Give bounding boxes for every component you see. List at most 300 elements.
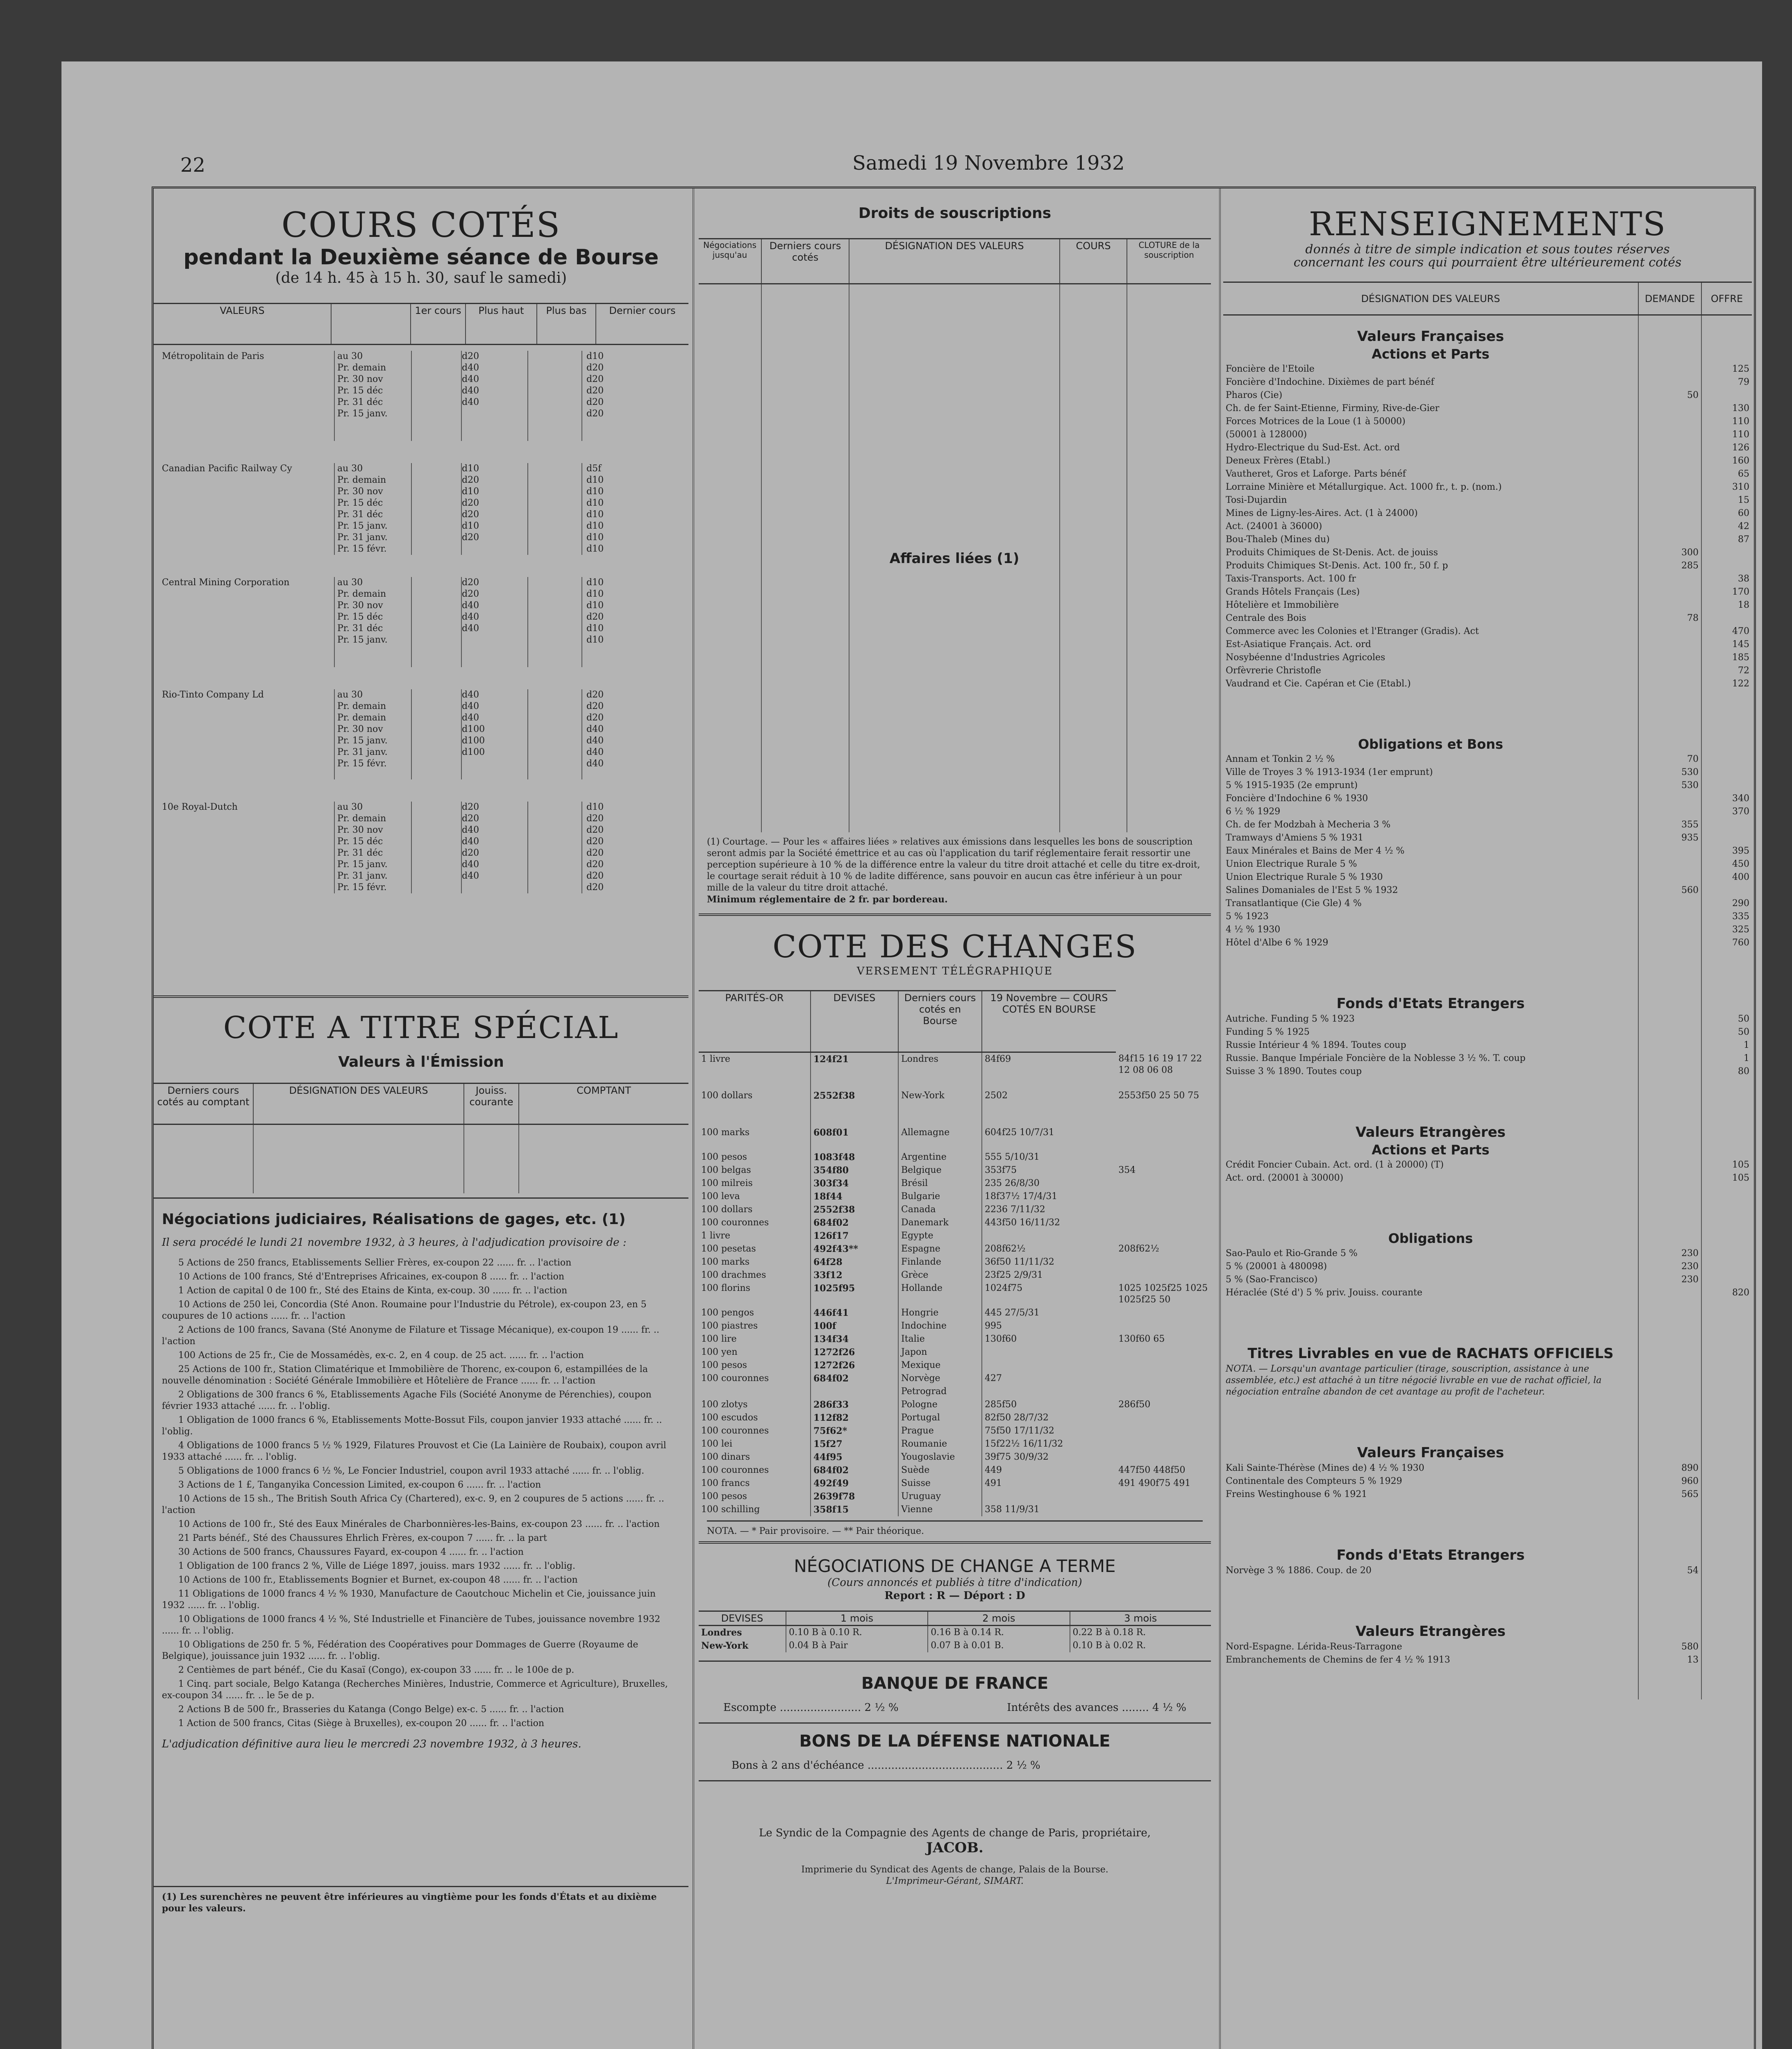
change-cell xyxy=(1116,1229,1211,1243)
rens-cell: Nosybéenne d'Industries Agricoles xyxy=(1223,651,1638,664)
change-cell: 1272f26 xyxy=(811,1346,898,1359)
change-cell: 100 couronnes xyxy=(699,1216,811,1229)
rens-cell: Forces Motrices de la Loue (1 à 50000) xyxy=(1223,415,1638,428)
dernier: d5f xyxy=(586,463,602,474)
terme-cell: 0.16 B à 0.14 R. xyxy=(928,1625,1070,1639)
negociation-item: 10 Actions de 250 lei, Concordia (Sté Anon. Roumaine pour l'Industrie du Pétrole), ex-coupon 23, en 5 coupures de 10 actions ...... fr. .. l'action xyxy=(162,1299,647,1321)
change-cell: 100 francs xyxy=(699,1477,811,1490)
change-cell: 684f02 xyxy=(811,1372,898,1385)
rens-cell: Transatlantique (Cie Gle) 4 % xyxy=(1223,897,1638,910)
rens-cell: 760 xyxy=(1732,937,1749,948)
rens-cell xyxy=(1701,389,1752,402)
rens-cell: 60 xyxy=(1738,508,1749,518)
rens-cell: Kali Sainte-Thérèse (Mines de) 4 ½ % 1930 xyxy=(1223,1462,1638,1475)
premier-cours xyxy=(412,802,462,893)
dernier: d20 xyxy=(586,813,604,824)
negociation-item: 1 Action de capital 0 de 100 fr., Sté des Etains de Kinta, ex-coup. 30 ...... fr. .. l'action xyxy=(178,1286,568,1296)
section-sub-row xyxy=(1223,1230,1752,1247)
plus-haut: d10 xyxy=(462,486,479,497)
change-cell: Mexique xyxy=(898,1359,982,1372)
valeur-name: Métropolitain de Paris xyxy=(154,351,335,441)
change-cell: 492f49 xyxy=(811,1477,898,1490)
change-cell xyxy=(982,1490,1116,1503)
term: Pr. demain xyxy=(337,813,386,824)
change-cell: 130f60 65 xyxy=(1118,1333,1165,1344)
term: Pr. 15 janv. xyxy=(337,859,388,870)
rens-cell: Ville de Troyes 3 % 1913-1934 (1er emprunt) xyxy=(1223,766,1638,779)
change-row xyxy=(699,1438,1211,1451)
banque-title: BANQUE DE FRANCE xyxy=(861,1674,1049,1693)
plus-bas xyxy=(528,351,582,441)
rens-cell: 110 xyxy=(1732,429,1749,440)
valeur-name: Rio-Tinto Company Ld xyxy=(154,689,335,779)
change-cell: 303f34 xyxy=(811,1177,898,1190)
spacer xyxy=(1701,995,1752,1013)
affaires-liees: Affaires liées (1) xyxy=(889,550,1020,567)
section-heading: Valeurs Etrangères xyxy=(1223,1622,1638,1640)
cours-group xyxy=(154,457,688,571)
terme-cell: 0.22 B à 0.18 R. xyxy=(1072,1627,1146,1638)
rens-cell: Vautheret, Gros et Laforge. Parts bénéf xyxy=(1223,468,1638,481)
negociation-item: 5 Actions de 250 francs, Etablissements Sellier Frères, ex-coupon 22 ...... fr. .. l'action xyxy=(178,1258,572,1268)
spacer xyxy=(1701,1363,1752,1399)
section-heading-row xyxy=(1223,327,1752,345)
change-cell: 100 marks xyxy=(699,1126,811,1151)
rens-row xyxy=(1223,507,1752,520)
change-cell: Finlande xyxy=(898,1256,982,1269)
negociation-item: 5 Obligations de 1000 francs 6 ½ %, Le Foncier Industriel, coupon avril 1933 attaché ...... fr. .. l'oblig. xyxy=(178,1466,645,1476)
dernier-list xyxy=(582,577,688,667)
rens-cell: Tramways d'Amiens 5 % 1931 xyxy=(1223,831,1638,845)
change-row xyxy=(699,1151,1211,1164)
rens-row xyxy=(1223,559,1752,572)
rens-row xyxy=(1223,454,1752,468)
bons-title: BONS DE LA DÉFENSE NATIONALE xyxy=(799,1731,1111,1751)
rens-cell: 80 xyxy=(1738,1066,1749,1077)
change-cell: Petrograd xyxy=(898,1385,982,1398)
cours-table xyxy=(154,303,688,991)
rens-cell xyxy=(1638,468,1701,481)
rens-cell: Annam et Tonkin 2 ½ % xyxy=(1223,753,1638,766)
rens-cell: Hôtelière et Immobilière xyxy=(1223,599,1638,612)
term: Pr. 31 déc xyxy=(337,397,383,407)
dernier: d10 xyxy=(586,486,604,497)
cours-title: COURS COTÉS xyxy=(281,205,561,245)
section-gap xyxy=(1223,1185,1752,1230)
term: Pr. demain xyxy=(337,363,386,373)
rens-col-designation: DÉSIGNATION DES VALEURS xyxy=(1223,282,1638,315)
rens-cell: Russie. Banque Impériale Foncière de la Noblesse 3 ½ %. T. coup xyxy=(1223,1052,1638,1065)
rens-cell: Salines Domaniales de l'Est 5 % 1932 xyxy=(1223,884,1638,897)
rens-row xyxy=(1223,1286,1752,1299)
rens-cell: Ch. de fer Saint-Etienne, Firminy, Rive-de-Gier xyxy=(1223,402,1638,415)
rens-cell: 935 xyxy=(1638,831,1701,845)
banque-interets: Intérêts des avances ........ 4 ½ % xyxy=(1007,1701,1186,1714)
rens-cell xyxy=(1638,376,1701,389)
dernier: d20 xyxy=(586,612,604,622)
change-cell: 2553f50 25 50 75 xyxy=(1118,1090,1199,1101)
change-cell: Allemagne xyxy=(898,1126,982,1151)
section-subheading: Actions et Parts xyxy=(1223,1141,1638,1159)
term: Pr. 15 janv. xyxy=(337,521,388,531)
spacer xyxy=(1701,1444,1752,1462)
rens-cell: 400 xyxy=(1732,872,1749,882)
changes-col-parites: PARITÉS-OR xyxy=(699,991,811,1052)
change-row xyxy=(699,1177,1211,1190)
change-cell: 358 11/9/31 xyxy=(985,1504,1040,1515)
change-cell: 1024f75 xyxy=(985,1283,1023,1293)
plus-haut: d20 xyxy=(462,802,479,812)
spacer xyxy=(1638,736,1701,753)
rens-row xyxy=(1223,599,1752,612)
change-row xyxy=(699,1464,1211,1477)
terme-table xyxy=(699,1611,1211,1652)
change-row xyxy=(699,1306,1211,1320)
rens-cell: Eaux Minérales et Bains de Mer 4 ½ % xyxy=(1223,845,1638,858)
change-cell: Belgique xyxy=(898,1164,982,1177)
rens-cell xyxy=(1638,441,1701,454)
change-cell: 100 couronnes xyxy=(699,1424,811,1438)
change-cell xyxy=(1116,1256,1211,1269)
rens-cell xyxy=(1701,1488,1752,1501)
dernier: d20 xyxy=(586,713,604,723)
change-cell xyxy=(982,1385,1116,1398)
plus-haut: d40 xyxy=(462,836,479,847)
spacer xyxy=(1701,1123,1752,1141)
rens-row xyxy=(1223,376,1752,389)
rens-cell: Lorraine Minière et Métallurgique. Act. 1000 fr., t. p. (nom.) xyxy=(1223,481,1638,494)
change-cell: 354f80 xyxy=(811,1164,898,1177)
change-row xyxy=(699,1385,1211,1398)
rens-row xyxy=(1223,468,1752,481)
section-heading: Fonds d'Etats Etrangers xyxy=(1223,995,1638,1013)
rens-cell: Produits Chimiques de St-Denis. Act. de jouiss xyxy=(1223,546,1638,559)
rens-cell: 18 xyxy=(1738,600,1749,610)
change-cell xyxy=(1116,1385,1211,1398)
col-plus-haut: Plus haut xyxy=(466,304,537,345)
change-cell: Indochine xyxy=(898,1320,982,1333)
rens-cell: Taxis-Transports. Act. 100 fr xyxy=(1223,572,1638,586)
rens-cell: 310 xyxy=(1732,482,1749,492)
negociation-item: 10 Obligations de 250 fr. 5 %, Fédération des Coopératives pour Dommages de Guerre (Royaume de Belgique), jouissance juin 1932 ...... fr. .. l'oblig. xyxy=(162,1640,638,1661)
section-gap xyxy=(1223,1501,1752,1546)
rens-cell: 230 xyxy=(1638,1247,1701,1260)
plus-haut: d10 xyxy=(462,521,479,531)
rens-row xyxy=(1223,1475,1752,1488)
spacer xyxy=(1701,1546,1752,1564)
rens-cell: Est-Asiatique Français. Act. ord xyxy=(1223,638,1638,651)
rens-cell: Centrale des Bois xyxy=(1223,612,1638,625)
change-cell: 100 schilling xyxy=(699,1503,811,1516)
dernier: d20 xyxy=(586,397,604,407)
terme-cell: 0.07 B à 0.01 B. xyxy=(928,1639,1070,1652)
change-cell: Uruguay xyxy=(898,1490,982,1503)
renseignements-table xyxy=(1223,282,1752,1699)
negociation-item: 10 Obligations de 1000 francs 4 ½ %, Sté Industrielle et Financière de Tubes, jouissance novembre 1932 ...... fr. .. l'oblig. xyxy=(162,1614,661,1636)
dernier: d20 xyxy=(586,701,604,711)
negociations-closing: L'adjudication définitive aura lieu le mercredi 23 novembre 1932, à 3 heures. xyxy=(162,1738,581,1750)
change-cell: 286f33 xyxy=(811,1398,898,1411)
col-dernier: Dernier cours xyxy=(596,304,688,345)
change-row xyxy=(699,1216,1211,1229)
rens-cell xyxy=(1638,599,1701,612)
changes-col-cours: 19 Novembre — COURS COTÉS EN BOURSE xyxy=(982,991,1116,1052)
divider xyxy=(699,1722,1211,1724)
dernier: d10 xyxy=(586,498,604,508)
rens-cell xyxy=(1638,651,1701,664)
change-cell xyxy=(1116,1451,1211,1464)
rens-cell: 38 xyxy=(1738,573,1749,584)
premier-cours xyxy=(412,351,462,441)
plus-haut: d20 xyxy=(462,577,479,588)
change-row xyxy=(699,1203,1211,1216)
rens-cell xyxy=(1638,1052,1701,1065)
renseignements-title: RENSEIGNEMENTS xyxy=(1308,205,1667,243)
rens-cell: Freins Westinghouse 6 % 1921 xyxy=(1223,1488,1638,1501)
rens-row xyxy=(1223,1052,1752,1065)
rens-row xyxy=(1223,1488,1752,1501)
change-cell: Egypte xyxy=(898,1229,982,1243)
rens-cell: Act. (24001 à 36000) xyxy=(1223,520,1638,533)
rens-cell: Orfèvrerie Christofle xyxy=(1223,664,1638,677)
change-row xyxy=(699,1372,1211,1385)
rens-cell: Hydro-Electrique du Sud-Est. Act. ord xyxy=(1223,441,1638,454)
spacer xyxy=(1638,327,1701,345)
change-cell xyxy=(982,1346,1116,1359)
rens-cell xyxy=(1701,1247,1752,1260)
term: au 30 xyxy=(337,690,363,700)
rens-row xyxy=(1223,1013,1752,1026)
rens-cell: Foncière de l'Etoile xyxy=(1223,363,1638,376)
term: Pr. 31 janv. xyxy=(337,747,388,757)
negociation-item: 2 Centièmes de part bénéf., Cie du Kasaï (Congo), ex-coupon 33 ...... fr. .. le 100e de p. xyxy=(178,1665,575,1675)
rens-cell: Foncière d'Indochine. Dixièmes de part bénéf xyxy=(1223,376,1638,389)
change-cell: 2552f38 xyxy=(811,1203,898,1216)
rens-cell: 5 % 1915-1935 (2e emprunt) xyxy=(1223,779,1638,792)
col-terme xyxy=(331,304,411,345)
rens-cell xyxy=(1701,766,1752,779)
change-cell: 286f50 xyxy=(1118,1399,1151,1410)
dernier: d20 xyxy=(586,825,604,835)
terme-row xyxy=(699,1625,1211,1639)
change-cell: 491 xyxy=(985,1478,1002,1488)
change-cell: Pologne xyxy=(898,1398,982,1411)
divider xyxy=(699,1780,1211,1781)
rens-cell xyxy=(1638,1039,1701,1052)
rens-row xyxy=(1223,546,1752,559)
droits-title: Droits de souscriptions xyxy=(858,205,1052,222)
rens-row xyxy=(1223,586,1752,599)
cours-subtitle: pendant la Deuxième séance de Bourse xyxy=(183,245,659,270)
rens-cell: 395 xyxy=(1732,845,1749,856)
rens-cell: Act. ord. (20001 à 30000) xyxy=(1223,1172,1638,1185)
change-cell: Prague xyxy=(898,1424,982,1438)
term: Pr. 15 déc xyxy=(337,498,383,508)
term: Pr. 15 janv. xyxy=(337,409,388,419)
rens-row xyxy=(1223,779,1752,792)
rens-cell: 50 xyxy=(1738,1027,1749,1037)
plus-haut: d40 xyxy=(462,612,479,622)
dernier: d20 xyxy=(586,386,604,396)
rens-cell: 5 % (20001 à 480098) xyxy=(1223,1260,1638,1273)
terme-sub1: (Cours annoncés et publiés à titre d'indication) xyxy=(827,1576,1082,1589)
change-cell: 2236 7/11/32 xyxy=(985,1204,1045,1215)
spacer xyxy=(1638,1622,1701,1640)
terme-col-2mois: 2 mois xyxy=(928,1611,1070,1625)
negociation-item: 11 Obligations de 1000 francs 4 ½ % 1930, Manufacture de Caoutchouc Michelin et Cie, jouissance juin 1932 ...... fr. .. l'oblig. xyxy=(162,1589,656,1611)
spacer xyxy=(1701,327,1752,345)
rens-cell: 87 xyxy=(1738,534,1749,545)
rens-cell xyxy=(1701,1462,1752,1475)
rens-cell xyxy=(1638,871,1701,884)
change-cell xyxy=(1116,1490,1211,1503)
rens-cell xyxy=(1638,415,1701,428)
terms-list xyxy=(335,802,412,893)
spacer xyxy=(1638,1546,1701,1564)
change-row xyxy=(699,1477,1211,1490)
rens-cell: Continentale des Compteurs 5 % 1929 xyxy=(1223,1475,1638,1488)
plus-haut: d20 xyxy=(462,813,479,824)
dernier: d10 xyxy=(586,589,604,599)
rens-row xyxy=(1223,612,1752,625)
spacer xyxy=(1638,1141,1701,1159)
plus-haut: d40 xyxy=(462,713,479,723)
plus-bas xyxy=(528,463,582,555)
section-subheading: Obligations et Bons xyxy=(1223,736,1638,753)
rens-cell: 340 xyxy=(1732,793,1749,804)
rens-cell: Foncière d'Indochine 6 % 1930 xyxy=(1223,792,1638,805)
dernier: d20 xyxy=(586,848,604,858)
rens-row xyxy=(1223,625,1752,638)
change-cell: 100 dollars xyxy=(699,1203,811,1216)
rens-cell: 185 xyxy=(1732,652,1749,663)
change-cell: 100 drachmes xyxy=(699,1269,811,1282)
rens-cell xyxy=(1638,936,1701,950)
middle-column xyxy=(699,189,1211,1887)
rens-row xyxy=(1223,441,1752,454)
change-cell: 33f12 xyxy=(811,1269,898,1282)
table-end xyxy=(1223,1667,1752,1699)
rens-row xyxy=(1223,520,1752,533)
rens-cell: Commerce avec les Colonies et l'Etranger (Gradis). Act xyxy=(1223,625,1638,638)
bons-line: Bons à 2 ans d'échéance ........................................ 2 ½ % xyxy=(731,1759,1040,1772)
plus-haut-list xyxy=(462,689,528,779)
term: Pr. 15 janv. xyxy=(337,736,388,746)
dernier: d10 xyxy=(586,351,604,361)
change-cell: 445 27/5/31 xyxy=(985,1307,1040,1318)
rens-cell xyxy=(1638,363,1701,376)
plus-haut: d40 xyxy=(462,825,479,835)
rens-cell: 470 xyxy=(1732,626,1749,636)
droits-col-cloture: CLOTURE de la souscription xyxy=(1127,239,1211,284)
droits-minimum: Minimum réglementaire de 2 fr. par bordereau. xyxy=(707,894,948,905)
term: Pr. demain xyxy=(337,589,386,599)
page-date: Samedi 19 Novembre 1932 xyxy=(852,152,1125,175)
change-cell: Canada xyxy=(898,1203,982,1216)
change-cell: 100 lei xyxy=(699,1438,811,1451)
spacer xyxy=(1638,345,1701,363)
change-cell: 358f15 xyxy=(811,1503,898,1516)
term: Pr. demain xyxy=(337,475,386,485)
droits-table xyxy=(699,238,1211,832)
change-cell: Vienne xyxy=(898,1503,982,1516)
rens-row xyxy=(1223,415,1752,428)
section-heading: Valeurs Françaises xyxy=(1223,327,1638,345)
special-col-designation: DÉSIGNATION DES VALEURS xyxy=(253,1084,464,1124)
change-cell xyxy=(1116,1126,1211,1151)
term: au 30 xyxy=(337,802,363,812)
term: Pr. 15 déc xyxy=(337,612,383,622)
cours-group xyxy=(154,345,688,457)
rens-cell: 960 xyxy=(1638,1475,1701,1488)
change-cell xyxy=(811,1385,898,1398)
spacer xyxy=(1638,995,1701,1013)
rens-row xyxy=(1223,1039,1752,1052)
negociation-item: 2 Actions B de 500 fr., Brasseries du Katanga (Congo Belge) ex-c. 5 ...... fr. .. l'action xyxy=(178,1704,564,1715)
term: Pr. 30 nov xyxy=(337,374,383,384)
change-cell xyxy=(1116,1190,1211,1203)
rens-cell xyxy=(1701,753,1752,766)
rens-row xyxy=(1223,494,1752,507)
change-cell xyxy=(1116,1151,1211,1164)
term: Pr. 30 nov xyxy=(337,600,383,611)
change-cell: 100 dinars xyxy=(699,1451,811,1464)
negociations-list xyxy=(162,1257,680,1729)
change-cell: 447f50 448f50 xyxy=(1118,1465,1186,1475)
rens-row xyxy=(1223,402,1752,415)
rens-cell: 4 ½ % 1930 xyxy=(1223,923,1638,936)
rens-cell: 285 xyxy=(1638,559,1701,572)
rens-cell: Produits Chimiques St-Denis. Act. 100 fr., 50 f. p xyxy=(1223,559,1638,572)
renseignements-sub2: concernant les cours qui pourraient être ultérieurement cotés xyxy=(1293,255,1682,270)
change-cell: 1083f48 xyxy=(811,1151,898,1164)
change-cell: 684f02 xyxy=(811,1216,898,1229)
dernier-list xyxy=(582,689,688,779)
plus-haut: d40 xyxy=(462,623,479,634)
rens-cell: 1 xyxy=(1744,1053,1749,1063)
term: Pr. 31 déc xyxy=(337,848,383,858)
change-row xyxy=(699,1282,1211,1306)
rens-cell: (50001 à 128000) xyxy=(1223,428,1638,441)
rens-cell: 13 xyxy=(1638,1654,1701,1667)
change-cell: 100 marks xyxy=(699,1256,811,1269)
change-cell: 1 livre xyxy=(699,1052,811,1089)
rens-row xyxy=(1223,1026,1752,1039)
change-cell: 100 florins xyxy=(699,1282,811,1306)
change-cell: Japon xyxy=(898,1346,982,1359)
change-cell: 100 couronnes xyxy=(699,1464,811,1477)
change-cell: 112f82 xyxy=(811,1411,898,1424)
change-cell: Bulgarie xyxy=(898,1190,982,1203)
terme-cell: 0.04 B à Pair xyxy=(786,1639,928,1652)
rens-cell xyxy=(1701,612,1752,625)
plus-haut: d40 xyxy=(462,871,479,881)
rens-cell: Sao-Paulo et Rio-Grande 5 % xyxy=(1223,1247,1638,1260)
column-separator xyxy=(1219,189,1221,2049)
terme-col-3mois: 3 mois xyxy=(1070,1611,1211,1625)
plus-haut: d20 xyxy=(462,498,479,508)
spacer xyxy=(1701,1345,1752,1363)
droits-col-cours: Derniers cours cotés xyxy=(761,239,849,284)
rens-cell: Nord-Espagne. Lérida-Reus-Tarragone xyxy=(1223,1640,1638,1654)
special-subtitle: Valeurs à l'Émission xyxy=(338,1054,504,1070)
premier-cours xyxy=(412,463,462,555)
term: Pr. 31 déc xyxy=(337,623,383,634)
rens-row xyxy=(1223,897,1752,910)
dernier: d10 xyxy=(586,509,604,520)
plus-haut: d100 xyxy=(462,724,485,734)
negociation-item: 3 Actions de 1 £, Tanganyika Concession Limited, ex-coupon 6 ...... fr. .. l'action xyxy=(178,1480,541,1490)
